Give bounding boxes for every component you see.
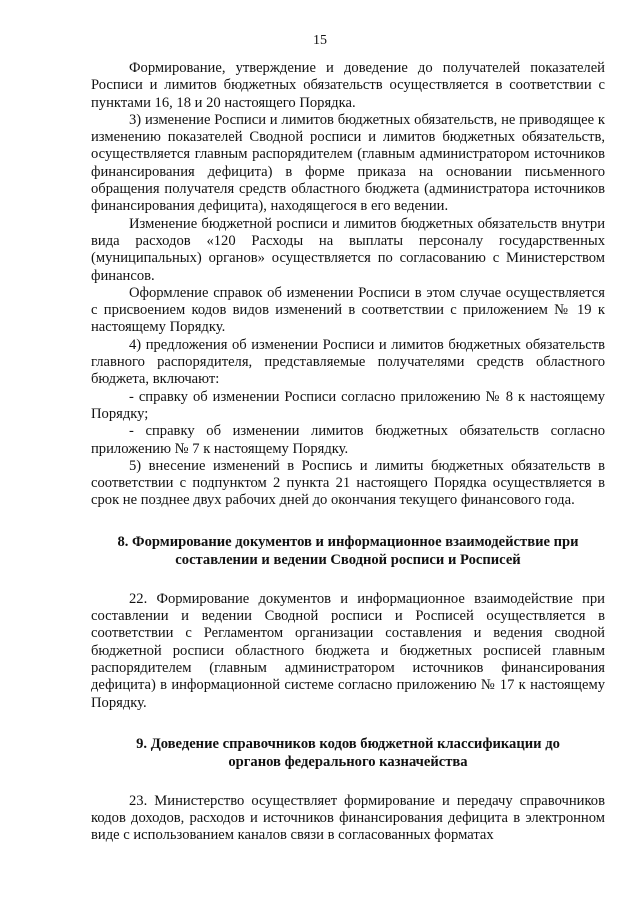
paragraph: Изменение бюджетной росписи и лимитов бюджетных обязательств внутри вида расходов «120 Расходы на выплаты персоналу государственных (муниципальных) органов» осуществляется по согласованию с Министерством финансов. [91, 215, 605, 284]
spacer [91, 712, 605, 735]
spacer [91, 569, 605, 591]
paragraph: 22. Формирование документов и информационное взаимодействие при составлении и ведении Сводной росписи и Росписей осуществляется в соответствии с Регламентом организации составления и ведения сводной бюджетной росписи областного бюджета и бюджетных росписей главным распорядителем (главным администратором источников финансирования дефицита) в информационной системе согласно приложению № 17 к настоящему Порядку. [91, 590, 605, 711]
paragraph: 3) изменение Росписи и лимитов бюджетных обязательств, не приводящее к изменению показателей Сводной росписи и лимитов бюджетных обязательств, осуществляется главным распорядителем (главным администратором источников финансирования дефицита) в форме приказа на основании письменного обращения получателя средств областного бюджета (администратора источников финансирования дефицита), находящегося в его ведении. [91, 111, 605, 215]
document-body [91, 60, 605, 845]
paragraph: Оформление справок об изменении Росписи в этом случае осуществляется с присвоением кодов видов изменений в соответствии с приложением № 19 к настоящему Порядку. [91, 284, 605, 336]
paragraph: 5) внесение изменений в Роспись и лимиты бюджетных обязательств в соответствии с подпунктом 2 пункта 21 настоящего Порядка осуществляется в срок не позднее двух рабочих дней до окончания текущего финансового года. [91, 457, 605, 509]
spacer [91, 771, 605, 793]
section-8-title-line-1: 8. Формирование документов и информационное взаимодействие при [117, 533, 579, 550]
spacer [91, 510, 605, 533]
section-9-title-line-2: органов федерального казначейства [228, 753, 468, 770]
list-item: - справку об изменении Росписи согласно приложению № 8 к настоящему Порядку; [91, 388, 605, 422]
section-8-title-line-2: составлении и ведении Сводной росписи и Росписей [175, 551, 521, 568]
paragraph: Формирование, утверждение и доведение до получателей показателей Росписи и лимитов бюджетных обязательств осуществляется в соответствии с пунктами 16, 18 и 20 настоящего Порядка. [91, 60, 605, 111]
section-9-title-line-1: 9. Доведение справочников кодов бюджетной классификации до [136, 735, 560, 752]
list-item: - справку об изменении лимитов бюджетных обязательств согласно приложению № 7 к настоящему Порядку. [91, 423, 605, 457]
paragraph: 4) предложения об изменении Росписи и лимитов бюджетных обязательств главного распорядителя, представляемые получателями средств областного бюджета, включают: [91, 336, 605, 388]
paragraph: 23. Министерство осуществляет формирование и передачу справочников кодов доходов, расходов и источников финансирования дефицита в электронном виде с использованием каналов связи в согласованных форматах [91, 792, 605, 844]
page-number: 15 [313, 33, 327, 48]
